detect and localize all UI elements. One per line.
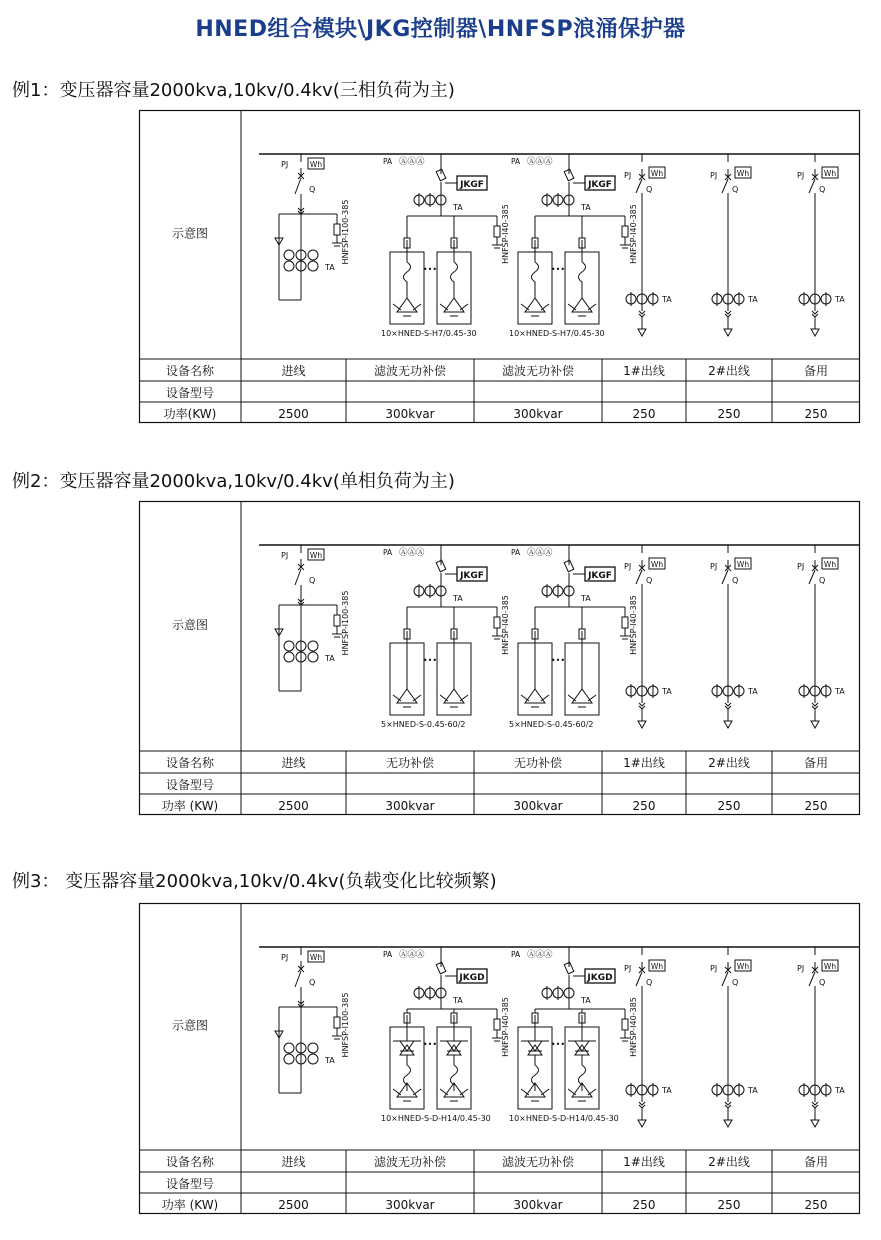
capacitor-module-b [437, 629, 471, 715]
pj-label: PJ [281, 953, 289, 962]
energy-meter-label: Wh [650, 560, 664, 569]
energy-meter-label: Wh [309, 953, 323, 962]
reactor-icon [579, 262, 586, 288]
pj-label: PJ [710, 562, 718, 571]
device-name-row-label: 设备名称 [165, 756, 215, 770]
controller-label: JKGF [588, 180, 612, 190]
plug-connector-icon [639, 703, 645, 709]
energy-meter-label: Wh [823, 962, 837, 971]
power-row-label: 功率 (KW) [161, 799, 219, 813]
outgoing-feeder [710, 154, 758, 336]
ta-label: TA [453, 996, 463, 1005]
energy-meter-label: Wh [309, 551, 323, 560]
ta-label: TA [581, 594, 591, 603]
ta-label: TA [325, 263, 335, 272]
q-label: Q [819, 576, 826, 585]
capacitor-bank-icon [521, 298, 549, 316]
q-label: Q [646, 576, 653, 585]
device-name-cell: 2#出线 [708, 364, 750, 378]
table-grid [139, 501, 860, 815]
more-modules-dots: ••• [550, 1040, 566, 1049]
power-value-cell: 250 [717, 407, 741, 421]
current-transformer-icon [414, 193, 446, 207]
capacitor-bank-icon [393, 689, 421, 707]
current-transformer-icon [542, 584, 574, 598]
energy-meter-label: Wh [823, 560, 837, 569]
cable-end-arrow-icon [724, 329, 732, 336]
q-label: Q [732, 185, 739, 194]
device-name-cell: 1#出线 [623, 1155, 665, 1169]
ammeter-icons: ⒶⒶⒶ [527, 157, 553, 167]
page-title: HNED组合模块\JKG控制器\HNFSP浪涌保护器 [195, 17, 686, 42]
q-label: Q [819, 978, 826, 987]
module-model-label: 10×HNED-S-D-H14/0.45-30 [381, 1114, 491, 1123]
plug-connector-icon [812, 703, 818, 709]
device-name-cell: 1#出线 [623, 756, 665, 770]
ta-label: TA [453, 203, 463, 212]
plug-connector-icon [812, 311, 818, 317]
transformer-coil-icon [284, 652, 294, 662]
ta-label: TA [835, 687, 845, 696]
energy-meter-label: Wh [736, 962, 750, 971]
ta-label: TA [325, 654, 335, 663]
capacitor-module-a [518, 629, 552, 715]
ta-label: TA [748, 1086, 758, 1095]
example-1 [139, 110, 860, 423]
transformer-coil-icon [308, 250, 318, 260]
energy-meter-icon [308, 549, 324, 560]
current-transformer-icon [799, 1083, 831, 1097]
plug-connector-icon [725, 1102, 731, 1108]
device-name-cell: 备用 [803, 364, 829, 378]
capacitor-surge-protector-icon [620, 595, 638, 655]
device-name-row-label: 设备名称 [165, 364, 215, 378]
cable-end-arrow-icon [724, 721, 732, 728]
transformer-coil-icon [284, 1043, 294, 1053]
energy-meter-label: Wh [650, 169, 664, 178]
pa-label: PA [511, 950, 521, 959]
cable-end-arrow-icon [811, 721, 819, 728]
cable-end-arrow-icon [638, 721, 646, 728]
controller-label: JKGF [588, 571, 612, 581]
more-modules-dots: ••• [550, 265, 566, 274]
transformer-coil-icon [284, 261, 294, 271]
device-name-cell: 滤波无功补偿 [501, 364, 575, 378]
transformer-coil-icon [308, 1043, 318, 1053]
capacitor-bank-icon [568, 298, 596, 316]
pj-label: PJ [624, 562, 632, 571]
energy-meter-icon [649, 960, 665, 971]
pj-label: PJ [281, 551, 289, 560]
controller-label: JKGD [587, 973, 613, 983]
capacitor-bank-icon [521, 689, 549, 707]
device-model-row-label: 设备型号 [165, 778, 215, 792]
energy-meter-label: Wh [736, 169, 750, 178]
capacitor-module-b [437, 1013, 471, 1109]
plug-connector-icon [725, 703, 731, 709]
capacitor-bank-icon [440, 689, 468, 707]
outgoing-feeder [710, 947, 758, 1127]
cable-end-arrow-icon [638, 1120, 646, 1127]
compensation-panel-1 [381, 545, 510, 729]
reactor-icon [404, 262, 411, 288]
compensation-panel-2 [509, 154, 638, 338]
current-transformer-icon [712, 292, 744, 306]
breaker-switch-icon [636, 560, 645, 590]
power-value-cell: 2500 [278, 1198, 309, 1212]
incoming-panel [275, 545, 350, 691]
cable-end-arrow-icon [638, 329, 646, 336]
capacitor-module-b [565, 629, 599, 715]
pj-label: PJ [797, 562, 805, 571]
surge-protector-model-label: HNFSP-I40-385 [501, 204, 510, 264]
transformer-coil-icon [284, 250, 294, 260]
capacitor-module-a [518, 238, 552, 324]
capacitor-surge-protector-icon [492, 595, 510, 655]
breaker-switch-icon [636, 169, 645, 199]
transformer-coil-icon [284, 641, 294, 651]
cable-end-arrow-icon [811, 329, 819, 336]
thyristor-icon [568, 1041, 596, 1055]
capacitor-module-a [518, 1013, 552, 1109]
pj-label: PJ [797, 171, 805, 180]
transformer-coil-icon [284, 1054, 294, 1064]
surge-protector-model-label: HNFSP-I40-385 [629, 204, 638, 264]
ammeter-icons: ⒶⒶⒶ [399, 950, 425, 960]
ammeter-icons: ⒶⒶⒶ [399, 548, 425, 558]
current-transformer-icon [626, 684, 658, 698]
q-label: Q [819, 185, 826, 194]
diagram-row-label: 示意图 [171, 226, 209, 241]
breaker-switch-icon [809, 962, 818, 992]
current-transformer-icon [542, 986, 574, 1000]
plug-connector-icon [725, 311, 731, 317]
outgoing-feeder [710, 545, 758, 728]
example-3-heading: 例3： 变压器容量2000kva,10kv/0.4kv(负载变化比较频繁) [12, 871, 497, 892]
device-model-row-label: 设备型号 [165, 386, 215, 400]
pa-label: PA [383, 950, 393, 959]
example-1-heading: 例1：变压器容量2000kva,10kv/0.4kv(三相负荷为主) [12, 80, 455, 101]
current-transformer-icon [414, 584, 446, 598]
breaker-switch-icon [722, 962, 731, 992]
table-grid [139, 110, 860, 423]
current-transformer-icon [626, 292, 658, 306]
power-value-cell: 300kvar [513, 1198, 563, 1212]
ta-label: TA [662, 1086, 672, 1095]
device-name-cell: 1#出线 [623, 364, 665, 378]
ammeter-icons: ⒶⒶⒶ [527, 548, 553, 558]
power-value-cell: 300kvar [385, 1198, 435, 1212]
breaker-switch-icon [295, 168, 304, 200]
capacitor-module-b [437, 238, 471, 324]
schematic-table-svg [139, 110, 860, 423]
pj-label: PJ [797, 964, 805, 973]
power-value-cell: 250 [632, 799, 656, 813]
module-model-label: 10×HNED-S-H7/0.45-30 [509, 329, 605, 338]
ta-label: TA [325, 1056, 335, 1065]
capacitor-surge-protector-icon [620, 997, 638, 1057]
incoming-surge-protector-icon [332, 200, 350, 265]
device-name-cell: 进线 [281, 1155, 306, 1169]
energy-meter-icon [649, 167, 665, 178]
device-name-cell: 无功补偿 [385, 756, 435, 770]
surge-protector-model-label: HNFSP-I100-385 [341, 199, 350, 265]
power-value-cell: 300kvar [385, 799, 435, 813]
ta-label: TA [835, 1086, 845, 1095]
incoming-surge-protector-icon [332, 993, 350, 1058]
pj-label: PJ [624, 171, 632, 180]
schematic-table-svg [139, 903, 860, 1214]
device-name-cell: 2#出线 [708, 756, 750, 770]
surge-protector-model-label: HNFSP-I40-385 [629, 595, 638, 655]
q-label: Q [646, 185, 653, 194]
compensation-panel-2 [509, 947, 638, 1123]
surge-protector-model-label: HNFSP-I40-385 [629, 997, 638, 1057]
energy-meter-label: Wh [650, 962, 664, 971]
capacitor-surge-protector-icon [620, 204, 638, 264]
power-value-cell: 250 [717, 799, 741, 813]
module-model-label: 10×HNED-S-D-H14/0.45-30 [509, 1114, 619, 1123]
more-modules-dots: ••• [422, 265, 438, 274]
device-name-cell: 滤波无功补偿 [501, 1155, 575, 1169]
device-name-cell: 进线 [281, 756, 306, 770]
more-modules-dots: ••• [422, 1040, 438, 1049]
energy-meter-label: Wh [736, 560, 750, 569]
device-name-cell: 滤波无功补偿 [373, 1155, 447, 1169]
energy-meter-label: Wh [823, 169, 837, 178]
ta-label: TA [662, 295, 672, 304]
q-label: Q [309, 185, 316, 194]
controller-label: JKGF [460, 571, 484, 581]
compensation-panel-2 [509, 545, 638, 729]
capacitor-module-b [565, 238, 599, 324]
pj-label: PJ [710, 171, 718, 180]
breaker-switch-icon [636, 962, 645, 992]
energy-meter-icon [822, 558, 838, 569]
breaker-switch-icon [295, 961, 304, 993]
transformer-coil-icon [308, 641, 318, 651]
pa-label: PA [383, 157, 393, 166]
current-transformer-icon [712, 1083, 744, 1097]
energy-meter-icon [308, 951, 324, 962]
energy-meter-icon [735, 960, 751, 971]
surge-protector-model-label: HNFSP-I40-385 [501, 997, 510, 1057]
power-value-cell: 250 [717, 1198, 741, 1212]
q-label: Q [646, 978, 653, 987]
device-name-cell: 备用 [803, 1155, 829, 1169]
power-value-cell: 300kvar [513, 407, 563, 421]
more-modules-dots: ••• [550, 656, 566, 665]
capacitor-surge-protector-icon [492, 997, 510, 1057]
current-transformer-icon [542, 193, 574, 207]
q-label: Q [309, 576, 316, 585]
capacitor-module-b [565, 1013, 599, 1109]
device-name-cell: 滤波无功补偿 [373, 364, 447, 378]
q-label: Q [732, 576, 739, 585]
capacitor-bank-icon [440, 298, 468, 316]
capacitor-module-a [390, 1013, 424, 1109]
controller-label: JKGF [460, 180, 484, 190]
q-label: Q [309, 978, 316, 987]
device-model-row-label: 设备型号 [165, 1177, 215, 1191]
module-model-label: 5×HNED-S-0.45-60/2 [381, 720, 466, 729]
energy-meter-icon [308, 158, 324, 169]
pj-label: PJ [281, 160, 289, 169]
transformer-coil-icon [308, 652, 318, 662]
power-value-cell: 250 [804, 1198, 828, 1212]
power-value-cell: 300kvar [385, 407, 435, 421]
device-name-cell: 无功补偿 [513, 756, 563, 770]
energy-meter-icon [822, 960, 838, 971]
transformer-coil-icon [308, 1054, 318, 1064]
breaker-switch-icon [722, 560, 731, 590]
ta-label: TA [748, 687, 758, 696]
example-2 [139, 501, 860, 815]
energy-meter-icon [735, 167, 751, 178]
breaker-switch-icon [722, 169, 731, 199]
example-3 [139, 903, 860, 1214]
capacitor-module-a [390, 238, 424, 324]
controller-label: JKGD [459, 973, 485, 983]
outgoing-feeder [797, 154, 845, 336]
pj-label: PJ [710, 964, 718, 973]
ammeter-icons: ⒶⒶⒶ [399, 157, 425, 167]
ta-label: TA [748, 295, 758, 304]
module-model-label: 5×HNED-S-0.45-60/2 [509, 720, 594, 729]
ta-label: TA [581, 996, 591, 1005]
schematic-table-svg [139, 501, 860, 815]
table-grid [139, 903, 860, 1214]
power-value-cell: 250 [632, 1198, 656, 1212]
power-value-cell: 250 [632, 407, 656, 421]
device-name-cell: 进线 [281, 364, 306, 378]
energy-meter-icon [735, 558, 751, 569]
power-value-cell: 250 [804, 799, 828, 813]
incoming-panel [275, 947, 350, 1093]
power-row-label: 功率 (KW) [161, 1198, 219, 1212]
plug-connector-icon [639, 1102, 645, 1108]
ammeter-icons: ⒶⒶⒶ [527, 950, 553, 960]
example-2-heading: 例2：变压器容量2000kva,10kv/0.4kv(单相负荷为主) [12, 471, 455, 492]
surge-protector-model-label: HNFSP-I40-385 [501, 595, 510, 655]
thyristor-icon [393, 1041, 421, 1055]
reactor-icon [451, 262, 458, 288]
capacitor-bank-icon [393, 298, 421, 316]
cable-end-arrow-icon [724, 1120, 732, 1127]
power-value-cell: 2500 [278, 799, 309, 813]
reactor-icon [532, 262, 539, 288]
surge-protector-model-label: HNFSP-I100-385 [341, 590, 350, 656]
current-transformer-icon [799, 292, 831, 306]
thyristor-icon [521, 1041, 549, 1055]
ta-label: TA [581, 203, 591, 212]
ta-label: TA [662, 687, 672, 696]
capacitor-bank-icon [568, 689, 596, 707]
power-value-cell: 2500 [278, 407, 309, 421]
power-value-cell: 300kvar [513, 799, 563, 813]
transformer-coil-icon [308, 261, 318, 271]
current-transformer-icon [626, 1083, 658, 1097]
outgoing-feeder [797, 545, 845, 728]
pa-label: PA [511, 157, 521, 166]
plug-connector-icon [639, 311, 645, 317]
breaker-switch-icon [295, 559, 304, 591]
device-name-row-label: 设备名称 [165, 1155, 215, 1169]
power-row-label: 功率(KW) [163, 407, 217, 421]
diagram-row-label: 示意图 [171, 618, 209, 632]
current-transformer-icon [712, 684, 744, 698]
capacitor-surge-protector-icon [492, 204, 510, 264]
thyristor-icon [440, 1041, 468, 1055]
q-label: Q [732, 978, 739, 987]
device-name-cell: 2#出线 [708, 1155, 750, 1169]
energy-meter-icon [649, 558, 665, 569]
breaker-switch-icon [809, 169, 818, 199]
cable-end-arrow-icon [811, 1120, 819, 1127]
compensation-panel-1 [381, 947, 510, 1123]
incoming-surge-protector-icon [332, 591, 350, 656]
ta-label: TA [453, 594, 463, 603]
ta-label: TA [835, 295, 845, 304]
outgoing-feeder [797, 947, 845, 1127]
device-name-cell: 备用 [803, 756, 829, 770]
capacitor-module-a [390, 629, 424, 715]
module-model-label: 10×HNED-S-H7/0.45-30 [381, 329, 477, 338]
current-transformer-icon [799, 684, 831, 698]
breaker-switch-icon [809, 560, 818, 590]
surge-protector-model-label: HNFSP-I100-385 [341, 992, 350, 1058]
pj-label: PJ [624, 964, 632, 973]
energy-meter-icon [822, 167, 838, 178]
current-transformer-icon [414, 986, 446, 1000]
incoming-panel [275, 154, 350, 300]
energy-meter-label: Wh [309, 160, 323, 169]
pa-label: PA [511, 548, 521, 557]
plug-connector-icon [812, 1102, 818, 1108]
power-value-cell: 250 [804, 407, 828, 421]
pa-label: PA [383, 548, 393, 557]
diagram-row-label: 示意图 [171, 1018, 209, 1033]
compensation-panel-1 [381, 154, 510, 338]
more-modules-dots: ••• [422, 656, 438, 665]
